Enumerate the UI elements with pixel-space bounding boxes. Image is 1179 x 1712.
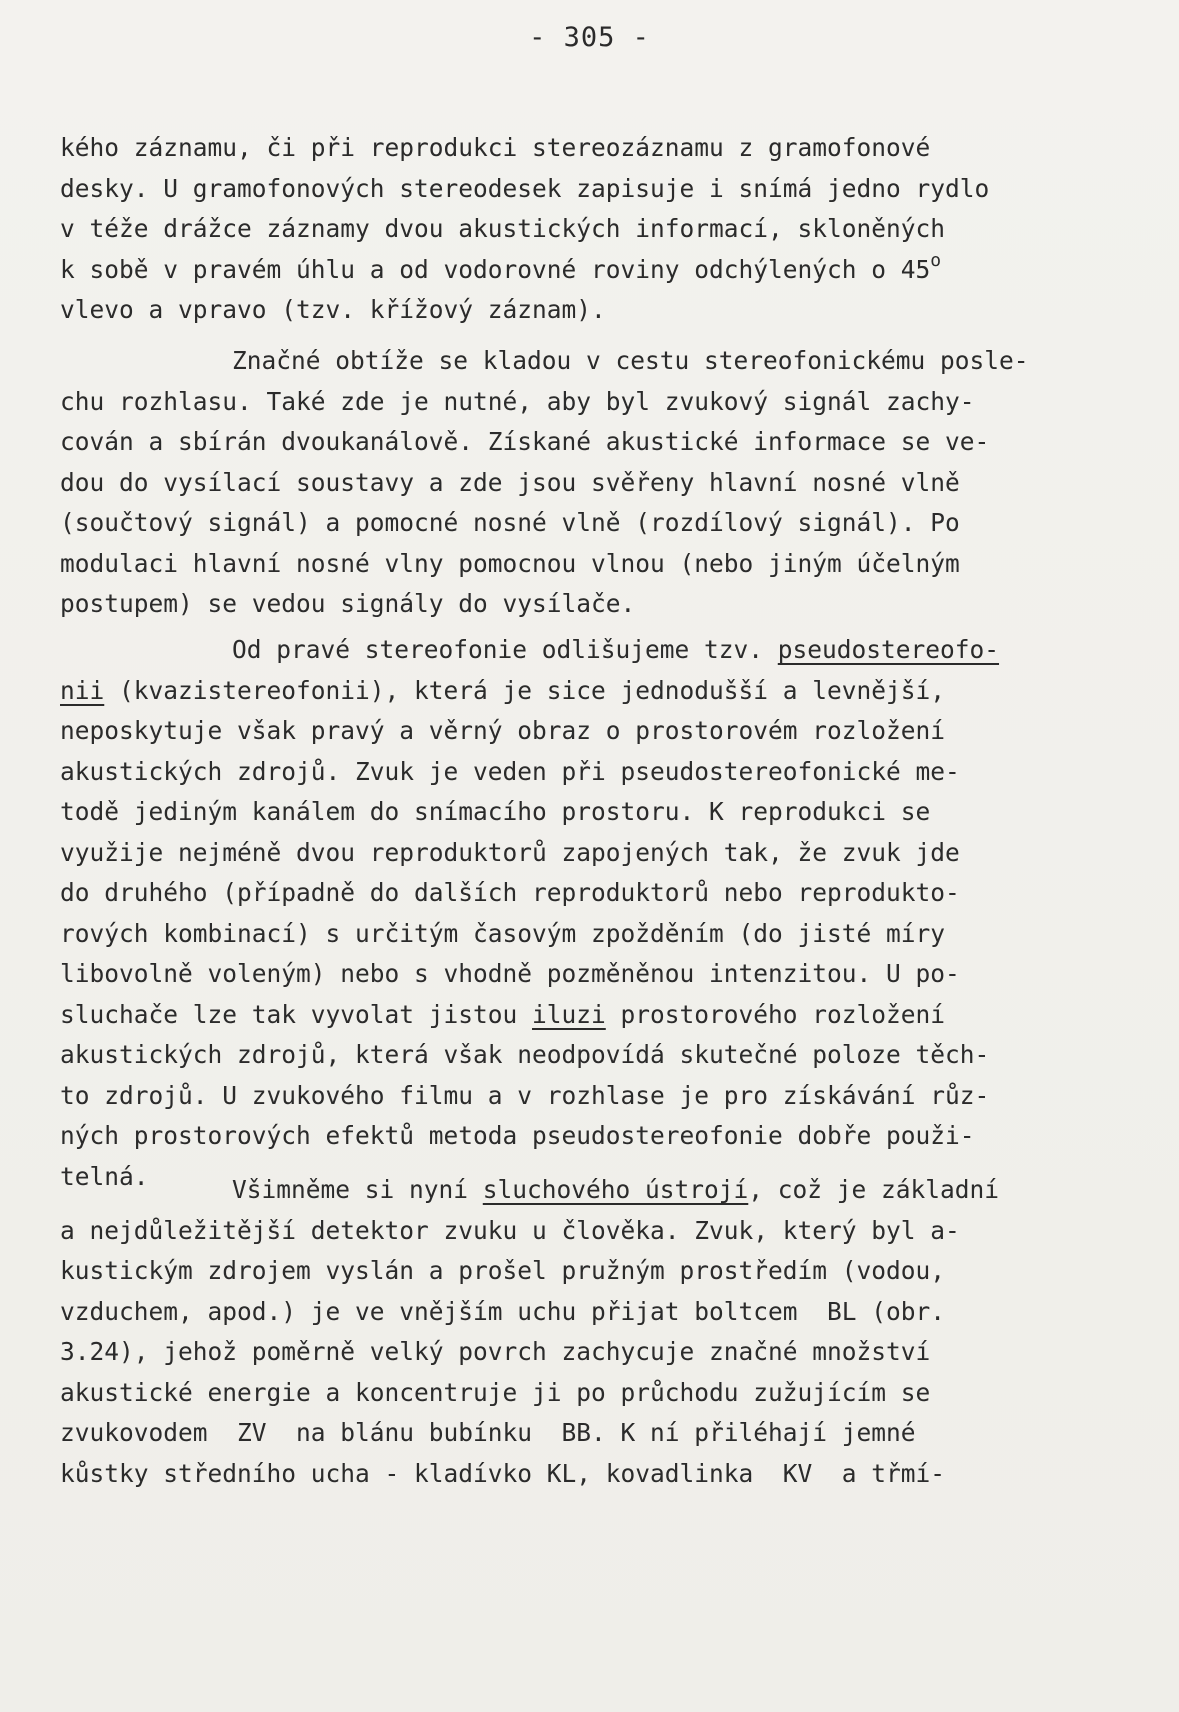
text-line: kůstky středního ucha - kladívko KL, kovadlinka KV a třmí- — [60, 1458, 946, 1488]
text-line: akustických zdrojů. Zvuk je veden při pseudostereofonické me- — [60, 756, 960, 786]
text-line: neposkytuje však pravý a věrný obraz o prostorovém rozložení — [60, 716, 946, 745]
text-line: postupem) se vedou signály do vysílače. — [60, 589, 636, 618]
text-line: 3.24), jehož poměrně velký povrch zachycuje značné množství — [60, 1337, 931, 1366]
text-line: todě jediným kanálem do snímacího prostoru. K reprodukci se — [60, 797, 931, 826]
paragraph-3 — [60, 630, 1130, 1197]
text-line — [60, 630, 1130, 671]
text-line — [60, 995, 1130, 1036]
term-pseudostereofonie-cont: nii — [60, 675, 105, 705]
term-sluchove-ustroji: sluchového ústrojí — [482, 1175, 749, 1204]
text-line: desky. U gramofonových stereodesek zapisuje i snímá jedno rydlo — [60, 173, 990, 203]
text-line: ných prostorových efektů metoda pseudostereofonie dobře použi- — [60, 1121, 975, 1150]
text-line: zvukovodem ZV na blánu bubínku BB. K ní přiléhají jemné — [60, 1418, 916, 1447]
page-number: - 305 - — [529, 22, 650, 53]
text-line: libovolně voleným) nebo s vhodně pozměněnou intenzitou. U po- — [60, 959, 960, 988]
text-line: kustickým zdrojem vyslán a prošel pružným prostředím (vodou, — [60, 1256, 946, 1285]
text-line: do druhého (případně do dalších reproduktorů nebo reprodukto- — [60, 878, 960, 907]
text-line: telná. — [60, 1161, 149, 1191]
paragraph-2 — [60, 341, 1130, 625]
text-line: Značné obtíže se kladou v cestu stereofonickému posle- — [232, 346, 1029, 375]
text-run: k sobě v pravém úhlu a od vodorovné roviny odchýlených o 45 — [60, 254, 931, 284]
text-run: , což je základní — [748, 1175, 1000, 1204]
term-pseudostereofonie: pseudostereofo- — [777, 635, 1000, 664]
paragraph-4 — [60, 1170, 1130, 1494]
term-iluzi: iluzi — [532, 999, 606, 1029]
text-run: Všimněme si nyní — [232, 1175, 483, 1204]
text-line: v téže drážce záznamy dvou akustických informací, skloněných — [60, 214, 946, 243]
text-line: cován a sbírán dvoukanálově. Získané akustické informace se ve- — [60, 427, 990, 456]
text-line: akustických zdrojů, která však neodpovídá skutečné poloze těch- — [60, 1040, 990, 1069]
text-line — [60, 1170, 1130, 1211]
text-line: a nejdůležitější detektor zvuku u člověka. Zvuk, který byl a- — [60, 1215, 960, 1245]
text-line: rových kombinací) s určitým časovým zpožděním (do jisté míry — [60, 918, 946, 948]
text-line: modulaci hlavní nosné vlny pomocnou vlnou (nebo jiným účelným — [60, 548, 960, 578]
text-line: akustické energie a koncentruje ji po průchodu zužujícím se — [60, 1377, 931, 1407]
degree-mark: o — [930, 249, 942, 271]
text-line: kého záznamu, či při reprodukci stereozáznamu z gramofonové — [60, 133, 931, 162]
text-line: (součtový signál) a pomocné nosné vlně (rozdílový signál). Po — [60, 508, 960, 537]
text-run: Od pravé stereofonie odlišujeme tzv. — [232, 635, 778, 664]
text-line: dou do vysílací soustavy a zde jsou svěřeny hlavní nosné vlně — [60, 467, 960, 497]
text-line: vlevo a vpravo (tzv. křížový záznam). — [60, 295, 606, 324]
text-line — [60, 250, 1130, 291]
text-line: využije nejméně dvou reproduktorů zapojených tak, že zvuk jde — [60, 837, 960, 867]
text-line: to zdrojů. U zvukového filmu a v rozhlase je pro získávání růz- — [60, 1080, 990, 1110]
text-line: chu rozhlasu. Také zde je nutné, aby byl zvukový signál zachy- — [60, 386, 975, 416]
text-run: prostorového rozložení — [605, 999, 946, 1029]
text-run: sluchače lze tak vyvolat jistou — [60, 999, 533, 1029]
text-line — [60, 671, 1130, 712]
text-run: (kvazistereofonii), která je sice jednodušší a levnější, — [104, 675, 946, 705]
paragraph-1 — [60, 128, 1130, 331]
text-line: vzduchem, apod.) je ve vnějším uchu přijat boltcem BL (obr. — [60, 1296, 946, 1326]
